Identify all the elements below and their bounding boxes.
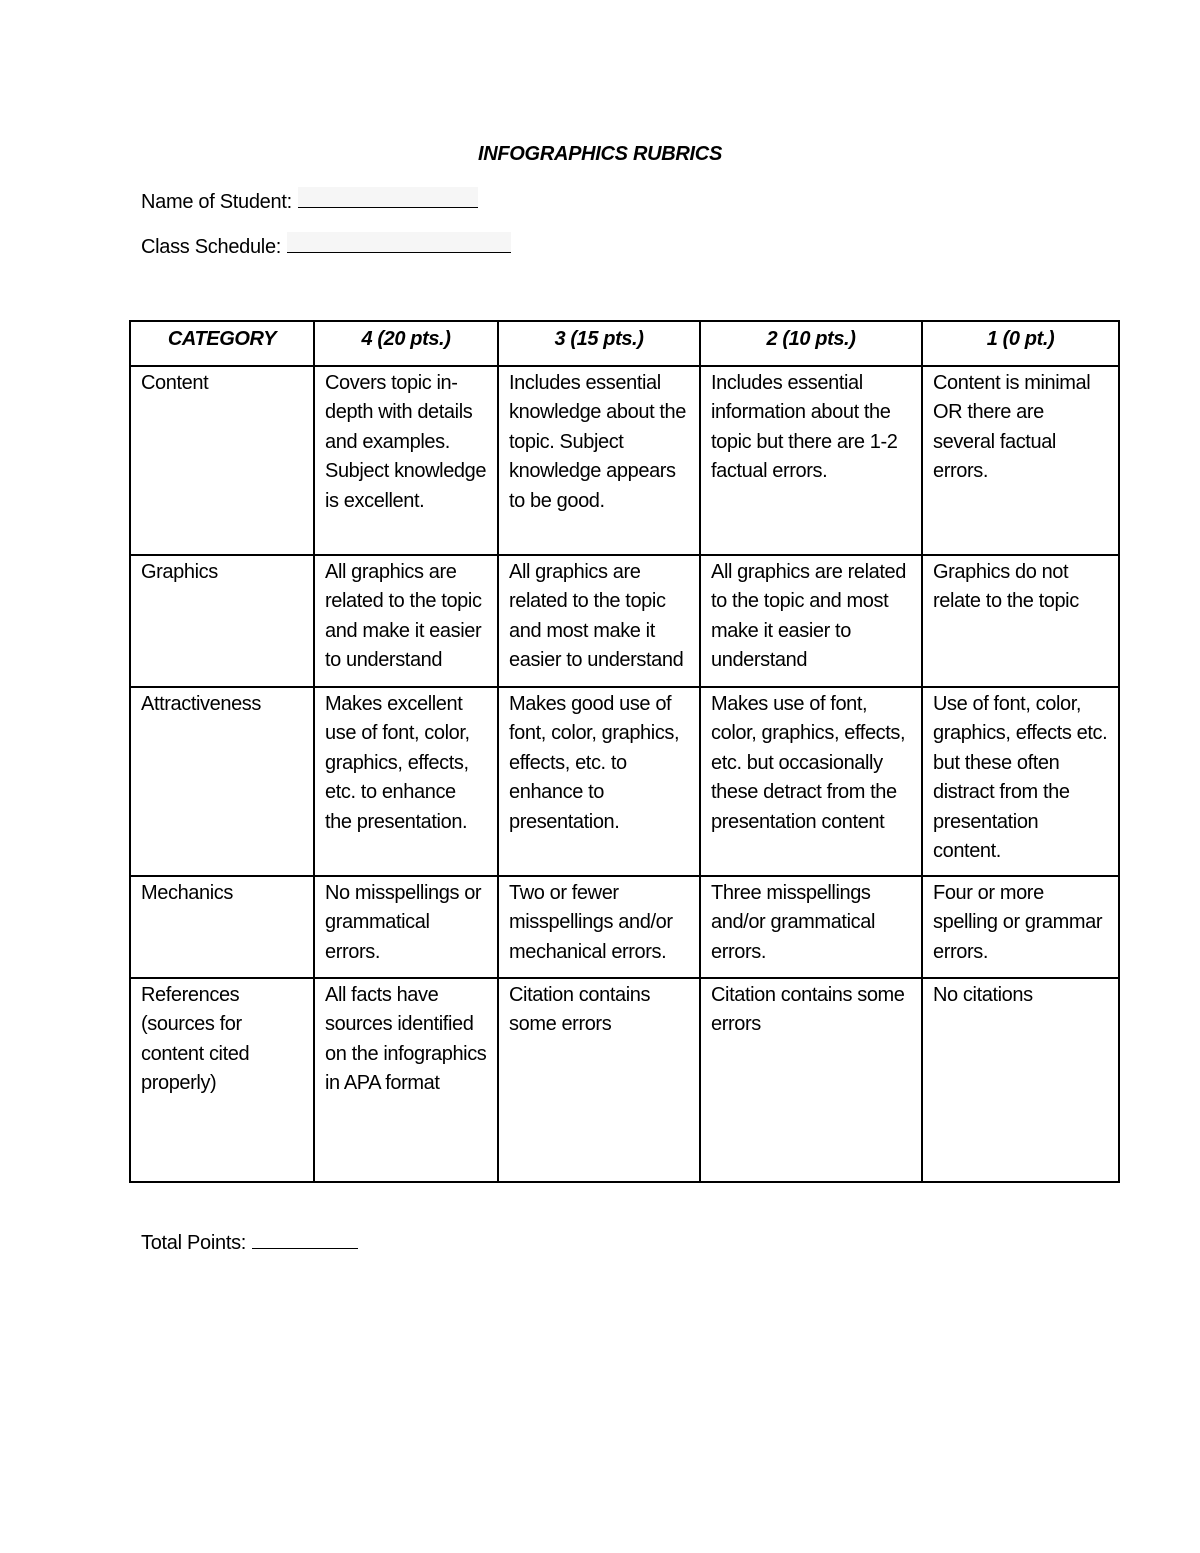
table-cell: Citation contains some errors <box>498 978 700 1182</box>
table-cell: Includes essential knowledge about the topic. Subject knowledge appears to be good. <box>498 366 700 555</box>
student-name-blank[interactable] <box>298 187 478 208</box>
header-category: CATEGORY <box>130 321 314 366</box>
page-title: INFOGRAPHICS RUBRICS <box>477 143 722 165</box>
table-cell: Covers topic in-depth with details and examples. Subject knowledge is excellent. <box>314 366 498 555</box>
student-name-field <box>141 187 478 214</box>
category-cell: References (sources for content cited properly) <box>130 978 314 1182</box>
class-schedule-blank[interactable] <box>287 232 511 253</box>
table-row <box>130 687 1119 876</box>
table-cell: All graphics are related to the topic and make it easier to understand <box>314 555 498 687</box>
table-cell: All graphics are related to the topic and most make it easier to understand <box>700 555 922 687</box>
table-cell: Four or more spelling or grammar errors. <box>922 876 1119 978</box>
table-cell: Use of font, color, graphics, effects etc. but these often distract from the presentation content. <box>922 687 1119 876</box>
class-schedule-field <box>141 232 511 259</box>
table-cell: Makes excellent use of font, color, graphics, effects, etc. to enhance the presentation. <box>314 687 498 876</box>
student-name-label: Name of Student: <box>141 191 292 213</box>
total-points-blank[interactable] <box>252 1228 358 1249</box>
header-level-4: 4 (20 pts.) <box>314 321 498 366</box>
table-cell: No misspellings or grammatical errors. <box>314 876 498 978</box>
header-level-1: 1 (0 pt.) <box>922 321 1119 366</box>
rubric-table <box>129 320 1120 1183</box>
table-cell: Citation contains some errors <box>700 978 922 1182</box>
table-row <box>130 978 1119 1182</box>
total-points-field <box>141 1228 358 1255</box>
table-row <box>130 876 1119 978</box>
table-cell: All facts have sources identified on the infographics in APA format <box>314 978 498 1182</box>
table-cell: Includes essential information about the topic but there are 1-2 factual errors. <box>700 366 922 555</box>
header-level-3: 3 (15 pts.) <box>498 321 700 366</box>
class-schedule-label: Class Schedule: <box>141 236 282 258</box>
total-points-label: Total Points: <box>141 1232 247 1254</box>
category-cell: Mechanics <box>130 876 314 978</box>
category-cell: Content <box>130 366 314 555</box>
table-cell: Makes good use of font, color, graphics, effects, etc. to enhance to presentation. <box>498 687 700 876</box>
category-cell: Graphics <box>130 555 314 687</box>
table-row <box>130 555 1119 687</box>
table-cell: No citations <box>922 978 1119 1182</box>
category-cell: Attractiveness <box>130 687 314 876</box>
table-cell: Makes use of font, color, graphics, effects, etc. but occasionally these detract from the presentation content <box>700 687 922 876</box>
table-cell: Content is minimal OR there are several factual errors. <box>922 366 1119 555</box>
table-row <box>130 366 1119 555</box>
table-cell: Two or fewer misspellings and/or mechanical errors. <box>498 876 700 978</box>
table-cell: All graphics are related to the topic and most make it easier to understand <box>498 555 700 687</box>
header-level-2: 2 (10 pts.) <box>700 321 922 366</box>
table-cell: Graphics do not relate to the topic <box>922 555 1119 687</box>
header-row <box>130 321 1119 366</box>
table-cell: Three misspellings and/or grammatical errors. <box>700 876 922 978</box>
